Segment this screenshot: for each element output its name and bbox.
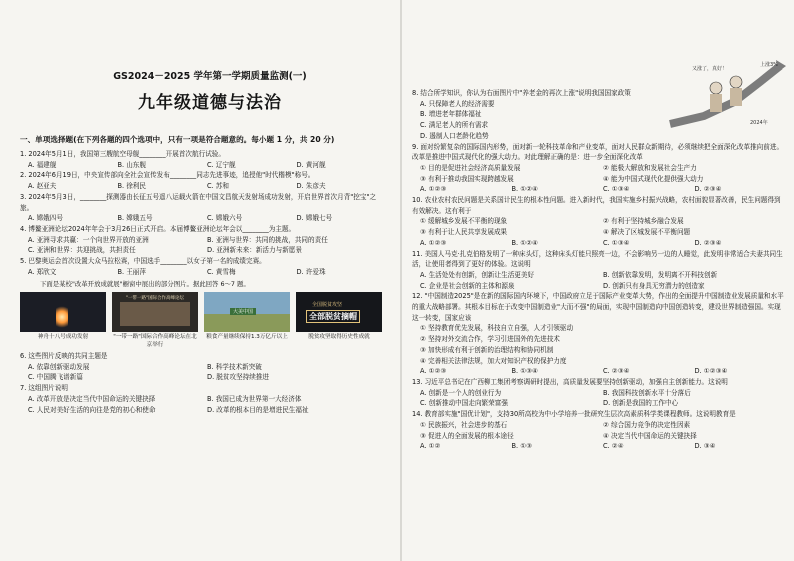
option[interactable]: C. 创新推动中国走向繁荣富强 xyxy=(420,399,508,408)
question-9: 9. 面对纷繁复杂的国际国内形势，面对新一轮科技革命和产业变革，面对人民群众新期待，必须继续把全面深化改革推向前进。改革是推进中国式现代化的强大动力。对此理解正确的是：进一步全面深化改革 xyxy=(412,142,784,162)
option[interactable]: A. ①②③ xyxy=(420,238,447,247)
option[interactable]: A. 亚洲寻求共赢：一个向世界开放的亚洲 xyxy=(28,235,149,244)
figure-row xyxy=(20,292,386,332)
forum-photo xyxy=(112,292,198,332)
statement: ④ 完善相关法律法规，加大对知识产权的保护力度 xyxy=(420,356,567,365)
option[interactable]: C. ①③④ xyxy=(603,185,630,194)
figure-caption: 粮食产量继续保持1.3万亿斤以上 xyxy=(206,334,288,341)
question-3: 3. 2024年5月3日，________探测器由长征五号遥八运载火箭在中国文昌航天发射场成功发射，开启世界首次月背"挖宝"之旅。 xyxy=(20,192,377,212)
option[interactable]: C. 黄雪梅 xyxy=(207,267,236,276)
forum-banner: "一带一路"国际合作高峰论坛 xyxy=(125,296,185,302)
question-6: 6. 这些图片反映的共同主题是 xyxy=(20,352,108,361)
option[interactable]: B. 我国已成为世界第一大经济体 xyxy=(207,394,302,403)
question-2: 2. 2024年6月19日，中央宣传部向全社会宣传发布________同志先进事迹，追授他"时代楷模"称号。 xyxy=(20,171,315,180)
poverty-photo xyxy=(296,292,382,332)
question-10-statements xyxy=(412,216,786,237)
question-14-options xyxy=(412,441,786,452)
option[interactable]: B. ①③④ xyxy=(511,367,538,376)
statement: ④ 解决了区城发展不平衡问题 xyxy=(603,228,691,237)
option[interactable]: B. ①②④ xyxy=(511,185,538,194)
option[interactable]: C. ②④ xyxy=(603,442,624,451)
option[interactable]: A. 只保障老人的经济需要 xyxy=(420,99,495,108)
option[interactable]: A. 福建舰 xyxy=(28,160,57,169)
question-8: 8. 结合所学知识，你认为右面图片中"养老金的再次上涨"说明我国国家政策 xyxy=(412,89,631,97)
option[interactable]: B. 徐利民 xyxy=(117,182,146,191)
figure-caption: "一带一路"国际合作高峰论坛在北京举行 xyxy=(113,334,197,349)
option[interactable]: B. ①③ xyxy=(511,442,533,451)
question-12-options xyxy=(412,366,786,377)
question-3-options xyxy=(20,213,386,224)
question-1: 1. 2024年5月1日，我国第三艘航空母舰________开展首次航行试验。 xyxy=(20,150,225,158)
question-14-statements xyxy=(412,420,786,441)
exam-code: GS2024－2025 学年第一学期质量监测(一) xyxy=(113,71,307,82)
option[interactable]: D. ③④ xyxy=(694,442,716,451)
farmland-photo xyxy=(204,292,290,332)
option[interactable]: D. 脱贫攻坚持续推进 xyxy=(207,373,270,382)
question-7-options xyxy=(20,394,386,415)
poverty-line1: 全国脱贫攻坚 xyxy=(312,302,343,309)
statement: ② 能极大解放和发展社会生产力 xyxy=(603,163,697,172)
option[interactable]: D. ②③④ xyxy=(694,185,722,194)
question-5-options xyxy=(20,267,386,278)
question-1-options xyxy=(20,160,386,171)
option[interactable]: C. 辽宁舰 xyxy=(207,160,236,169)
question-14: 14. 教育部实施"国优计划"，支持30所高校为中小学培养一批研究生层次高素质科学类课程教师。这说明教育是 xyxy=(412,410,736,419)
option[interactable]: D. 创新是我国的工作中心 xyxy=(603,399,679,408)
farmland-tag: 大美中国 xyxy=(230,308,256,315)
option[interactable]: C. ①③④ xyxy=(603,238,630,247)
option[interactable]: C. 满足老人的所有需求 xyxy=(420,121,489,130)
cartoon-label-speech: 又涨了，真好！ xyxy=(692,66,728,72)
question-10: 10. 农业农村农民问题是关系国计民生的根本性问题。进入新时代，我国实施乡村振兴战略，农村面貌显著改善，民生问题得到有效解决。这有利于 xyxy=(412,196,781,215)
question-4-options xyxy=(20,235,386,256)
poverty-line2: 全部脱贫摘帽 xyxy=(306,310,360,323)
option[interactable]: C. 嫦娥六号 xyxy=(207,214,243,223)
option[interactable]: A. 依靠创新驱动发展 xyxy=(28,362,90,371)
statement: ② 有利于坚持城乡融合发展 xyxy=(603,217,684,226)
option[interactable]: D. 黄河舰 xyxy=(296,160,326,169)
option[interactable]: A. 改革开放是决定当代中国命运的关键抉择 xyxy=(28,394,156,403)
option[interactable]: A. 郑欣文 xyxy=(28,267,57,276)
option[interactable]: B. 创新依靠发明，发明离不开科技创新 xyxy=(603,270,718,279)
option[interactable]: A. 赵亚夫 xyxy=(28,182,57,191)
stage-shape xyxy=(120,302,190,326)
question-6-options xyxy=(20,362,386,383)
option[interactable]: D. 嫦娥七号 xyxy=(296,214,333,223)
statement: ② 坚持对外交流合作，学习引进国外的先进技术 xyxy=(420,335,560,344)
statement: ③ 促进人的全面发展的根本途径 xyxy=(420,431,514,440)
option[interactable]: B. ①②④ xyxy=(511,238,538,247)
question-9-options xyxy=(412,184,786,195)
question-9-statements xyxy=(412,163,786,184)
option[interactable]: C. 苏和 xyxy=(207,182,229,191)
option[interactable]: B. 亚洲与世界：共同的挑战，共同的责任 xyxy=(207,235,328,244)
option[interactable]: D. 遏制人口老龄化趋势 xyxy=(420,131,489,140)
option[interactable]: B. 山东舰 xyxy=(117,160,146,169)
cartoon-label-year: 2024年 xyxy=(750,120,768,126)
option[interactable]: D. 许爱珠 xyxy=(296,267,326,276)
figure-captions xyxy=(20,333,386,349)
option[interactable]: B. 增进老年群体福祉 xyxy=(420,110,482,119)
cartoon-label-up: 上涨3% xyxy=(760,62,778,68)
option[interactable]: A. ①② xyxy=(420,442,441,451)
right-column xyxy=(402,0,794,561)
option[interactable]: C. 企业是社会创新的主体和源泉 xyxy=(420,281,515,290)
section-title: 一、单项选择题(在下列各题的四个选项中，只有一项是符合题意的。每小题 1 分，共 20 分) xyxy=(20,135,335,144)
question-10-options xyxy=(412,238,786,249)
option[interactable]: A. 创新是一个人的创业行为 xyxy=(420,388,502,397)
question-13: 13. 习近平总书记在广西柳工集团考察调研时提出，高质量发展要坚持创新驱动，加强自主创新能力。这说明 xyxy=(412,377,728,386)
question-5: 5. 巴黎奥运会首次设置大众马拉松赛，中国选手________以女子第一名的成绩完赛。 xyxy=(20,257,266,266)
page-title: 九年级道德与法治 xyxy=(138,93,282,113)
question-7: 7. 这组图片说明 xyxy=(20,384,68,393)
option[interactable]: A. 生活处处有创新，创新让生活更美好 xyxy=(420,270,535,279)
option[interactable]: D. 亚洲新未来：新活力与新愿景 xyxy=(207,246,302,255)
option[interactable]: C. ②③④ xyxy=(603,367,630,376)
option[interactable]: C. 亚洲和世界：共迎挑战，共担责任 xyxy=(28,246,136,255)
question-11: 11. 美国人马克·扎克伯格发明了一种床头灯，这种床头灯能只照亮一边，不会影响另一边的人睡觉，此发明非常适合夫妻共同生活，让使用者得到了更好的体验。这说明 xyxy=(412,249,783,269)
option[interactable]: D. ①②③④ xyxy=(694,367,728,376)
statement: ④ 决定当代中国命运的关键抉择 xyxy=(603,431,697,440)
question-13-options xyxy=(412,388,786,409)
option[interactable]: B. 王丽萍 xyxy=(117,267,146,276)
figure-note: 下面是某校"改革开放成就展"橱窗中展出的部分图片。据此回答 6～7 题。 xyxy=(40,280,250,289)
field-shape xyxy=(204,314,290,332)
statement: ① 缓解城乡发展不平衡的现象 xyxy=(420,217,508,226)
option[interactable]: D. 创新只有身具无穷潜力的创造家 xyxy=(603,281,705,290)
option[interactable]: D. 改革的根本目的是增进民生福祉 xyxy=(207,405,309,414)
statement: ① 民族振兴，社会进步的基石 xyxy=(420,420,508,429)
question-4: 4. 博鳌亚洲论坛2024年年会于3月26日正式开启。本届博鳌亚洲论坛年会以________为主题。 xyxy=(20,224,296,233)
statement: ② 综合国力竞争的决定性因素 xyxy=(603,420,691,429)
rocket-launch-photo xyxy=(20,292,106,332)
figure-caption: 神舟十八号成功发射 xyxy=(37,334,89,341)
question-11-options xyxy=(412,270,786,291)
statement: ① 目的是促进社会经济高质量发展 xyxy=(420,163,521,172)
option[interactable]: D. ②③④ xyxy=(694,238,722,247)
option[interactable]: A. ①②③ xyxy=(420,367,447,376)
statement: ③ 有利于让人民共享发展成果 xyxy=(420,228,508,237)
question-12: 12. "中国制造2025"是在新的国际国内环境下，中国政府立足于国际产业变革大势，作出的全面提升中国制造业发展质量和水平的重大战略部署。其根本目标在于改变中国制造业"大而不强"的局面，实现中国制造向中国创造转变，建设世界制造强国。实现这一转变，国家应该 xyxy=(412,292,784,322)
option[interactable]: B. 科学技术新突破 xyxy=(207,362,262,371)
option[interactable]: B. 嫦娥五号 xyxy=(117,214,153,223)
statement: ① 坚持教育优先发展，科技自立自强，人才引领驱动 xyxy=(420,324,574,333)
question-2-options xyxy=(20,181,386,192)
option[interactable]: A. ①②③ xyxy=(420,185,447,194)
option[interactable]: B. 我国科技创新水平十分落后 xyxy=(603,388,691,397)
option[interactable]: D. 朱彦夫 xyxy=(296,182,326,191)
rocket-flame-icon xyxy=(56,304,68,330)
pension-cartoon xyxy=(664,58,788,130)
figure-caption: 脱贫攻坚取得历史性成就 xyxy=(308,334,370,341)
option[interactable]: C. 人民对美好生活的向往是党的初心和使命 xyxy=(28,405,156,414)
statement: ③ 加快形成有利于创新的治理结构和协同机制 xyxy=(420,345,554,354)
statement: ④ 能为中国式现代化提供强大动力 xyxy=(603,174,704,183)
statement: ③ 有利于推动我国实现跨越发展 xyxy=(420,174,514,183)
option[interactable]: C. 中国腾飞谱新篇 xyxy=(28,373,83,382)
option[interactable]: A. 嫦娥四号 xyxy=(28,214,63,223)
